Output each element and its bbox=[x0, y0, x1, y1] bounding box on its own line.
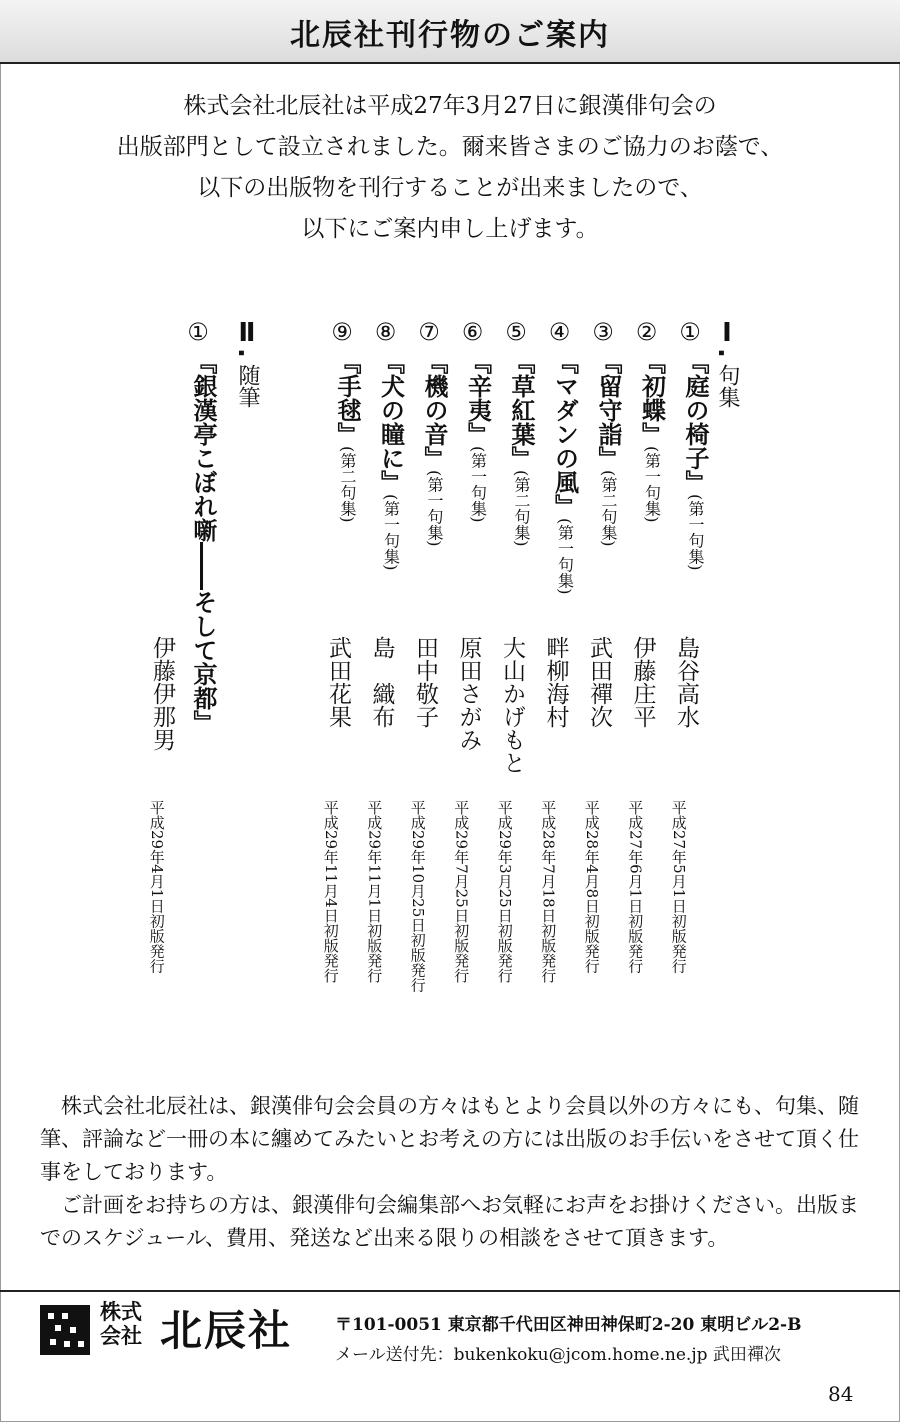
book-date: 平成27年5月1日初版発行 bbox=[669, 800, 688, 974]
book-date: 平成29年11月1日初版発行 bbox=[365, 800, 384, 983]
book-author: 伊藤庄平 bbox=[629, 636, 656, 728]
section1-heading bbox=[712, 318, 743, 408]
page-title: 北辰社刊行物のご案内 bbox=[290, 18, 610, 53]
book-title: 『留守詣』 bbox=[594, 350, 622, 470]
book-note: (第一句集) bbox=[381, 494, 401, 571]
body-paragraph-2: ご計画をお持ちの方は、銀漢俳句会編集部へお気軽にお声をお掛けください。出版までのスケジュール、費用、発送など出来る限りの相談をさせて頂きます。 bbox=[40, 1193, 859, 1250]
section1-label: 句集 bbox=[715, 363, 740, 408]
book-date: 平成29年7月25日初版発行 bbox=[452, 800, 471, 983]
book-number: ⑤ bbox=[502, 318, 530, 346]
essay-title: 『銀漢亭こぼれ噺――そして京都』 bbox=[189, 350, 217, 734]
intro-line: 以下にご案内申し上げます。 bbox=[301, 216, 599, 242]
book-date: 平成29年10月25日初版発行 bbox=[408, 800, 427, 993]
section1-mark: Ⅰ. bbox=[712, 318, 742, 358]
book-author: 島 織布 bbox=[368, 636, 395, 728]
company-logo-icon bbox=[40, 1305, 90, 1355]
book-note: (第二句集) bbox=[599, 470, 618, 547]
book-note: (第一句集) bbox=[425, 470, 444, 547]
mail-line bbox=[335, 1340, 781, 1365]
book-title: 『機の音』 bbox=[420, 350, 448, 470]
book-title-line bbox=[374, 350, 409, 570]
company-name: 北辰社 bbox=[160, 1306, 293, 1355]
essay-number: ① bbox=[184, 318, 212, 346]
body-text bbox=[40, 1090, 870, 1255]
book-title-line bbox=[504, 350, 539, 546]
book-author: 原田さがみ bbox=[455, 636, 482, 751]
book-title-line bbox=[678, 350, 713, 570]
intro-text bbox=[0, 86, 900, 250]
company-type-line2: 会社 bbox=[100, 1324, 142, 1348]
book-date: 平成28年4月8日初版発行 bbox=[582, 800, 601, 974]
book-number: ② bbox=[632, 318, 661, 346]
book-note: (第一句集) bbox=[468, 446, 488, 523]
book-title: 『辛夷』 bbox=[463, 350, 492, 446]
book-date: 平成28年7月18日初版発行 bbox=[539, 800, 558, 983]
book-date: 平成27年6月1日初版発行 bbox=[626, 800, 645, 974]
book-note: (第二句集) bbox=[512, 470, 531, 547]
book-note: (第一句集) bbox=[686, 494, 705, 571]
book-title: 『草紅葉』 bbox=[507, 350, 535, 470]
book-number: ③ bbox=[589, 318, 617, 346]
book-number: ① bbox=[676, 318, 704, 346]
mail-label: メール送付先： bbox=[335, 1345, 454, 1365]
book-number: ⑨ bbox=[328, 318, 356, 346]
book-title: 『手毬』 bbox=[333, 350, 361, 446]
book-title-line bbox=[330, 350, 365, 522]
company-address: 〒101-0051 東京都千代田区神田神保町2-20 東明ビル2-B bbox=[335, 1315, 802, 1335]
intro-line: 出版部門として設立されました。爾来皆さまのご協力のお蔭で、 bbox=[116, 134, 784, 160]
book-title-line bbox=[417, 350, 452, 546]
company-type-line1: 株式 bbox=[100, 1300, 142, 1324]
book-note: (第一句集) bbox=[555, 518, 575, 595]
intro-line: 以下の出版物を刊行することが出来ましたので、 bbox=[197, 175, 703, 201]
company-type bbox=[100, 1300, 142, 1348]
section2-heading bbox=[232, 318, 263, 408]
page-number: 84 bbox=[828, 1382, 854, 1406]
book-author: 島谷高水 bbox=[673, 636, 699, 728]
book-number: ⑧ bbox=[371, 318, 400, 346]
book-note: (第二句集) bbox=[338, 446, 357, 523]
body-paragraph-1: 株式会社北辰社は、銀漢俳句会会員の方々はもとより会員以外の方々にも、句集、随筆、評論など一冊の本に纏めてみたいとお考えの方には出版のお手伝いをさせて頂く仕事をしております。 bbox=[40, 1094, 859, 1184]
book-title: 『庭の椅子』 bbox=[681, 350, 709, 494]
section2-mark: Ⅱ. bbox=[232, 318, 262, 358]
book-date: 平成29年11月4日初版発行 bbox=[321, 800, 340, 983]
book-number: ⑥ bbox=[458, 318, 487, 346]
book-note: (第一句集) bbox=[642, 446, 662, 523]
book-title-line bbox=[548, 350, 583, 594]
book-title: 『犬の瞳に』 bbox=[376, 350, 405, 494]
essay-author: 伊藤伊那男 bbox=[149, 636, 175, 751]
book-title-line bbox=[591, 350, 626, 546]
book-title: 『マダンの風』 bbox=[550, 350, 579, 518]
book-number: ⑦ bbox=[415, 318, 443, 346]
header-banner bbox=[0, 0, 900, 64]
section2-label: 随筆 bbox=[235, 363, 260, 408]
book-date: 平成29年3月25日初版発行 bbox=[495, 800, 514, 983]
book-title: 『初蝶』 bbox=[637, 350, 666, 446]
essay-date: 平成29年4月1日初版発行 bbox=[147, 800, 166, 974]
book-number: ④ bbox=[545, 318, 574, 346]
book-title-line bbox=[635, 350, 670, 522]
book-author: 武田花果 bbox=[325, 636, 351, 728]
intro-line: 株式会社北辰社は平成27年3月27日に銀漢俳句会の bbox=[183, 93, 717, 119]
book-author: 田中敬子 bbox=[412, 636, 438, 728]
book-title-line bbox=[461, 350, 496, 522]
book-author: 大山かげもと bbox=[499, 636, 525, 774]
book-author: 武田禪次 bbox=[586, 636, 612, 728]
mail-address: bukenkoku@jcom.home.ne.jp bbox=[453, 1345, 708, 1365]
book-author: 畔柳海村 bbox=[542, 636, 569, 728]
mail-contact: 武田禪次 bbox=[712, 1345, 781, 1365]
footer-divider bbox=[0, 1290, 900, 1292]
